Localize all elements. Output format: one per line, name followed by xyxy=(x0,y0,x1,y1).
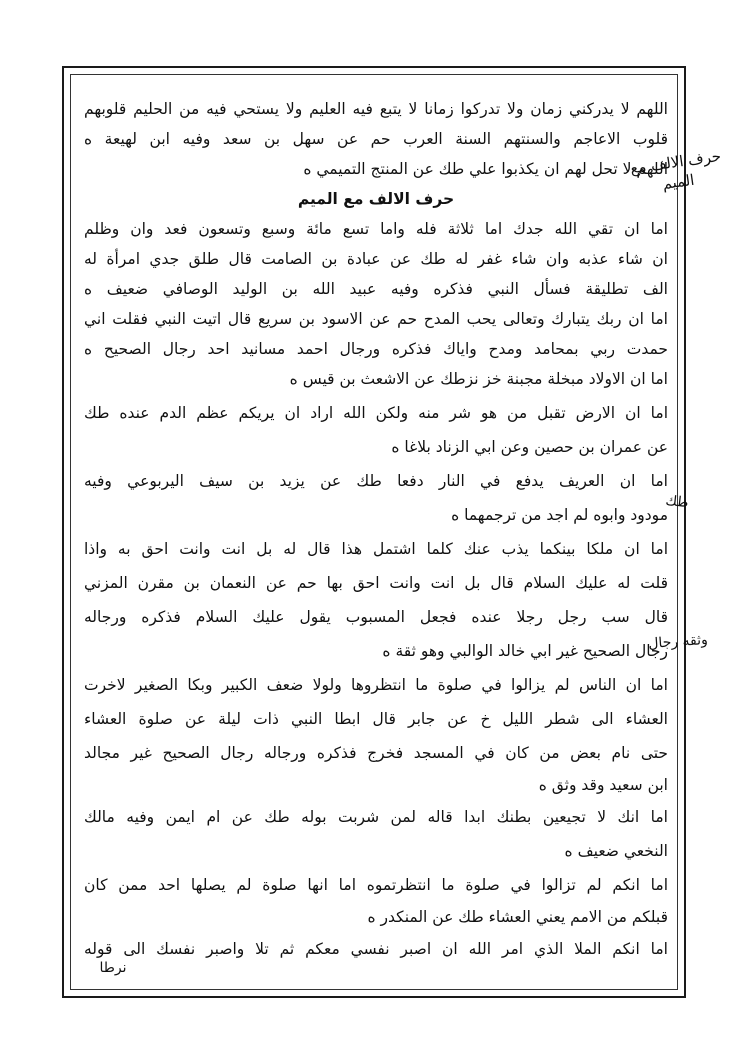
catchword: نرطا xyxy=(99,960,127,976)
text-line: اما ان الارض تقبل من هو شر منه ولكن الله اراد ان يريكم عظم الدم عنده طك xyxy=(84,404,668,422)
text-line: رجال الصحيح غير ابي خالد الوالبي وهو ثقة ه xyxy=(382,642,668,660)
text-line: اما ان الاولاد مبخلة مجبنة خز نزطك عن الاشعث بن قيس ه xyxy=(289,370,668,388)
text-line: قلوب الاعاجم والسنتهم السنة العرب حم عن سهل بن سعد وفيه ابن لهيعة ه xyxy=(84,130,668,148)
manuscript-text xyxy=(84,80,668,980)
text-line: قال سب رجل رجلا عنده فجعل المسبوب يقول عليك السلام فذكره ورجاله xyxy=(84,608,668,626)
text-line: عن عمران بن حصين وعن ابي الزناد بلاغا ه xyxy=(391,438,668,456)
text-line: اللهم لا يدركني زمان ولا تدركوا زمانا لا يتبع فيه العليم ولا يستحي فيه من الحليم قلوبهم xyxy=(84,100,668,118)
text-line: اما ان ملكا بينكما يذب عنك كلما اشتمل هذا قال له بل انت وانت احق به واذا xyxy=(84,540,668,558)
section-heading: حرف الالف مع الميم xyxy=(297,190,455,208)
text-line: قلت له عليك السلام قال بل انت وانت احق بها حم عن النعمان بن مقرن المزني xyxy=(84,574,668,592)
text-line: اما انك لا تجيعين بطنك ابدا قاله لمن شربت بوله طك عن ام ايمن وفيه مالك xyxy=(84,808,668,826)
text-line: اما ان تقي الله جدك اما ثلاثة فله واما تسع مائة وسبع وتسعون فعد وان وظلم xyxy=(84,220,668,238)
text-line: اما ان ربك يتبارك وتعالى يحب المدح حم عن الاسود بن سريع قال اتيت النبي فقلت اني xyxy=(84,310,668,328)
text-line: الف تطليقة فسأل النبي فذكره وفيه عبيد الله بن الوليد الوصافي ضعيف ه xyxy=(84,280,668,298)
text-line: اما ان العريف يدفع في النار دفعا طك عن يزيد بن سيف اليربوعي وفيه xyxy=(84,472,668,490)
text-line: النخعي ضعيف ه xyxy=(564,842,668,860)
text-line: حتى نام بعض من كان في المسجد فخرج فذكره ورجاله رجال الصحيح غير مجالد xyxy=(84,744,668,762)
margin-note: طك xyxy=(664,492,690,512)
margin-note: وثقه رجال xyxy=(647,631,709,653)
text-line: العشاء الى شطر الليل خ عن جابر قال ابطا النبي ذات ليلة عن صلوة العشاء xyxy=(84,710,668,728)
text-line: اللهم لا تحل لهم ان يكذبوا علي طك عن المنتج التميمي ه xyxy=(303,160,668,178)
text-line: قبلكم من الامم يعني العشاء طك عن المنكدر ه xyxy=(367,908,668,926)
text-line: مودود وابوه لم اجد من ترجمهما ه xyxy=(451,506,668,524)
text-line: ابن سعيد وقد وثق ه xyxy=(538,776,668,794)
text-line: ان شاء عذبه وان شاء غفر له طك عن عبادة بن الصامت قال طلق جدي امرأة له xyxy=(84,250,668,268)
text-line: اما انكم لم تزالوا في صلوة ما انتظرتموه اما انها صلوة لم يصلها احد ممن كان xyxy=(84,876,668,894)
text-line: اما ان الناس لم يزالوا في صلوة ما انتظروها ولولا ضعف الكبير وبكا الصغير لاخرت xyxy=(84,676,668,694)
margin-chapter-note: حرف الالف مع الميم xyxy=(629,146,723,194)
text-line: حمدت ربي بمحامد ومدح واياك فذكره ورجال احمد مسانيد احد رجال الصحيح ه xyxy=(84,340,668,358)
text-line: اما انكم الملا الذي امر الله ان اصبر نفسي معكم ثم تلا واصبر نفسك الى قوله xyxy=(84,940,668,958)
